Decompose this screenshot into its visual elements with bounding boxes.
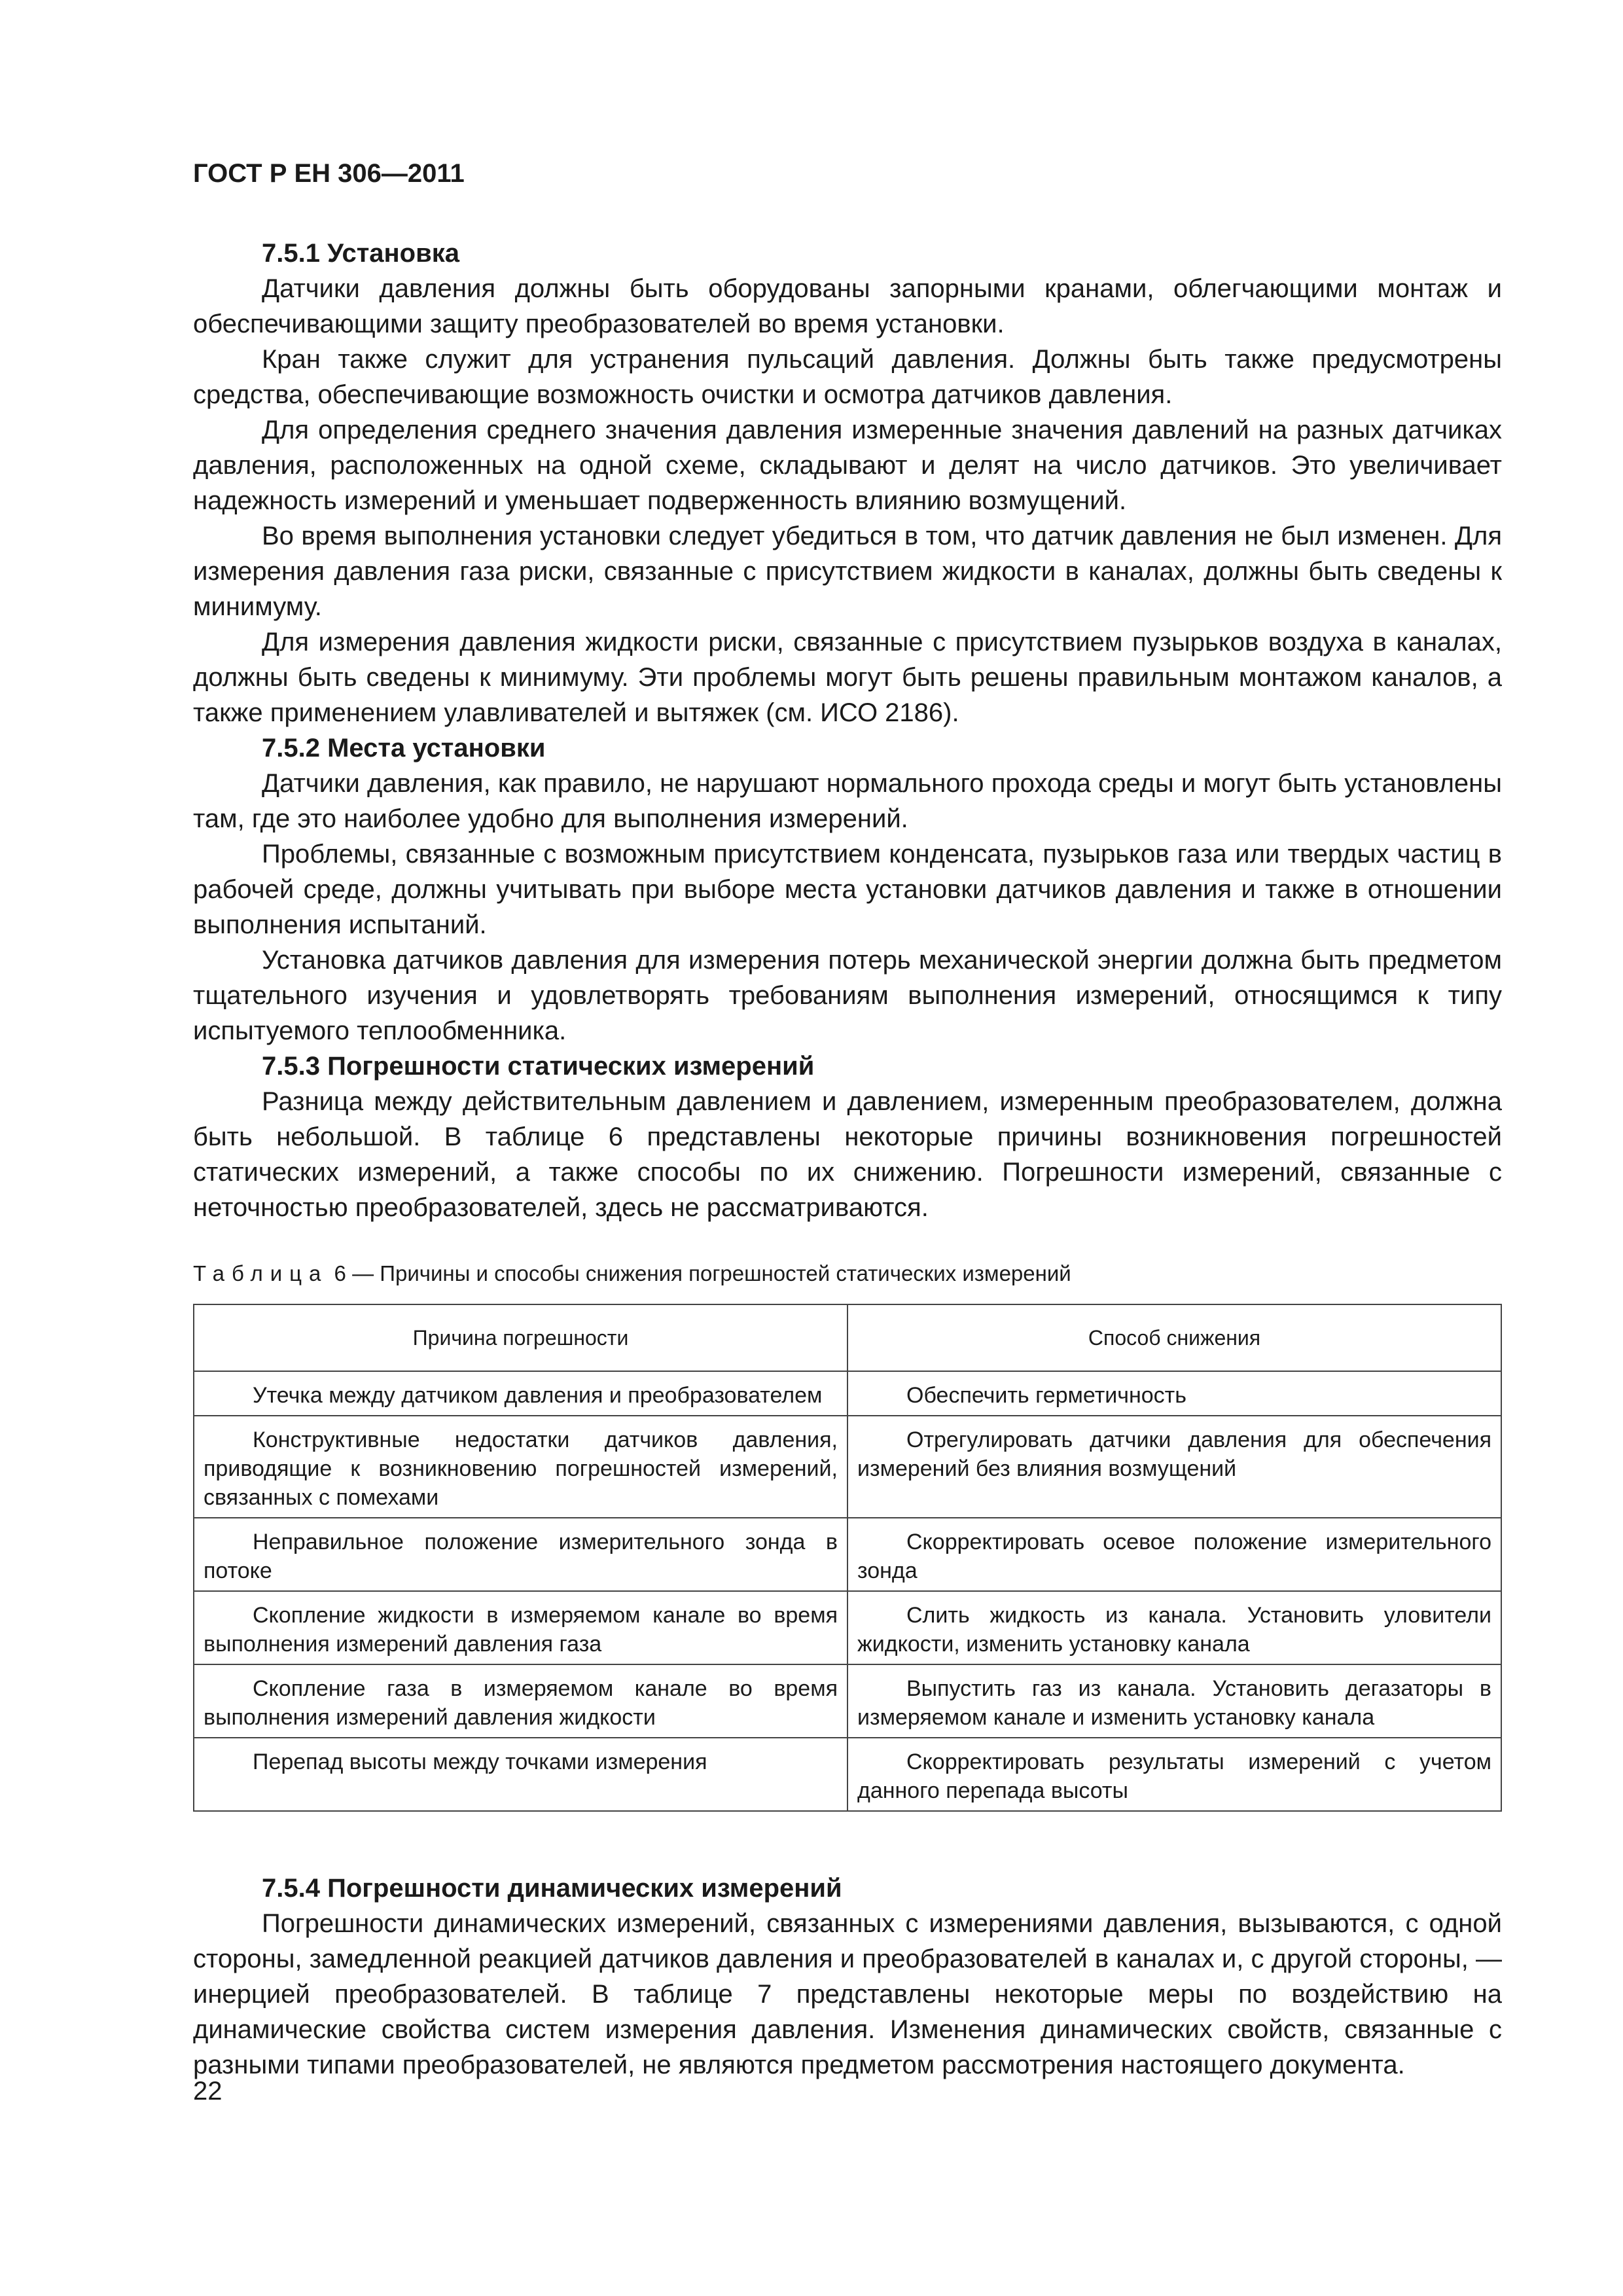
table-row [194, 1591, 1501, 1664]
column-header-method: Способ снижения [847, 1304, 1501, 1371]
paragraph: Погрешности динамических измерений, связанных с измерениями давления, вызываются, с одной стороны, замедленной реакцией датчиков давления и преобразователей в каналах и, с другой стороны, — инерцией преобразователей. В таблице 7 представлены некоторые меры по воздействию на динамические свойства систем измерения давления. Изменения динамических свойств, связанные с разными типами преобразователей, не являются предметом рассмотрения настоящего документа. [193, 1909, 1502, 2079]
section-7-5-3 [193, 1049, 1502, 1225]
paragraph: Установка датчиков давления для измерения потерь механической энергии должна быть предметом тщательного изучения и удовлетворять требованиям выполнения измерений, относящимся к типу испытуемого теплообменника. [193, 946, 1502, 1045]
section-title: 7.5.3 Погрешности статических измерений [262, 1052, 815, 1081]
paragraph: Во время выполнения установки следует убедиться в том, что датчик давления не был изменен. Для измерения давления газа риски, связанные с присутствием жидкости в каналах, должны быть сведены к минимуму. [193, 522, 1502, 621]
section-7-5-4 [193, 1871, 1502, 2083]
document-code: ГОСТ Р ЕН 306—2011 [193, 159, 465, 188]
method-cell: Выпустить газ из канала. Установить дегазаторы в измеряемом канале и изменить установку канала [847, 1664, 1501, 1738]
section-7-5-2 [193, 730, 1502, 1049]
paragraph: Проблемы, связанные с возможным присутствием конденсата, пузырьков газа или твердых частиц в рабочей среде, должны учитывать при выборе места установки датчиков давления и также в отношении выполнения испытаний. [193, 840, 1502, 939]
paragraph: Для измерения давления жидкости риски, связанные с присутствием пузырьков воздуха в каналах, должны быть сведены к минимуму. Эти проблемы могут быть решены правильным монтажом каналов, а также применением улавливателей и вытяжек (см. ИСО 2186). [193, 628, 1502, 727]
paragraph: Для определения среднего значения давления измеренные значения давлений на разных датчиках давления, расположенных на одной схеме, складывают и делят на число датчиков. Это увеличивает надежность измерений и уменьшает подверженность влиянию возмущений. [193, 416, 1502, 515]
errors-table [193, 1304, 1502, 1812]
table-row [194, 1371, 1501, 1416]
cause-cell: Конструктивные недостатки датчиков давления, приводящие к возникновению погрешностей измерений, связанных с помехами [194, 1416, 847, 1518]
table-caption-label: Таблица [193, 1261, 329, 1285]
method-cell: Обеспечить герметичность [847, 1371, 1501, 1416]
cause-cell: Утечка между датчиком давления и преобразователем [194, 1371, 847, 1416]
table-caption-text: 6 — Причины и способы снижения погрешностей статических измерений [328, 1261, 1071, 1285]
paragraph: Датчики давления, как правило, не нарушают нормального прохода среды и могут быть установлены там, где это наиболее удобно для выполнения измерений. [193, 769, 1502, 833]
table-row [194, 1416, 1501, 1518]
column-header-cause: Причина погрешности [194, 1304, 847, 1371]
cause-cell: Скопление жидкости в измеряемом канале во время выполнения измерений давления газа [194, 1591, 847, 1664]
section-7-5-1 [193, 236, 1502, 730]
section-title: 7.5.1 Установка [262, 239, 459, 268]
table-row [194, 1518, 1501, 1591]
table-row [194, 1664, 1501, 1738]
method-cell: Слить жидкость из канала. Установить уловители жидкости, изменить установку канала [847, 1591, 1501, 1664]
cause-cell: Скопление газа в измеряемом канале во время выполнения измерений давления жидкости [194, 1664, 847, 1738]
table-header-row [194, 1304, 1501, 1371]
paragraph: Кран также служит для устранения пульсаций давления. Должны быть также предусмотрены средства, обеспечивающие возможность очистки и осмотра датчиков давления. [193, 345, 1502, 409]
section-title: 7.5.2 Места установки [262, 734, 546, 762]
section-title: 7.5.4 Погрешности динамических измерений [262, 1874, 842, 1903]
cause-cell: Неправильное положение измерительного зонда в потоке [194, 1518, 847, 1591]
page-number: 22 [193, 2077, 223, 2106]
table-caption [193, 1259, 1502, 1288]
paragraph: Разница между действительным давлением и давлением, измеренным преобразователем, должна быть небольшой. В таблице 6 представлены некоторые причины возникновения погрешностей статических измерений, а также способы по их снижению. Погрешности измерений, связанные с неточностью преобразователей, здесь не рассматриваются. [193, 1087, 1502, 1222]
cause-cell: Перепад высоты между точками измерения [194, 1738, 847, 1811]
paragraph: Датчики давления должны быть оборудованы запорными кранами, облегчающими монтаж и обеспечивающими защиту преобразователей во время установки. [193, 274, 1502, 338]
method-cell: Скорректировать осевое положение измерительного зонда [847, 1518, 1501, 1591]
method-cell: Отрегулировать датчики давления для обеспечения измерений без влияния возмущений [847, 1416, 1501, 1518]
method-cell: Скорректировать результаты измерений с учетом данного перепада высоты [847, 1738, 1501, 1811]
document-page [193, 157, 1502, 2083]
table-row [194, 1738, 1501, 1811]
